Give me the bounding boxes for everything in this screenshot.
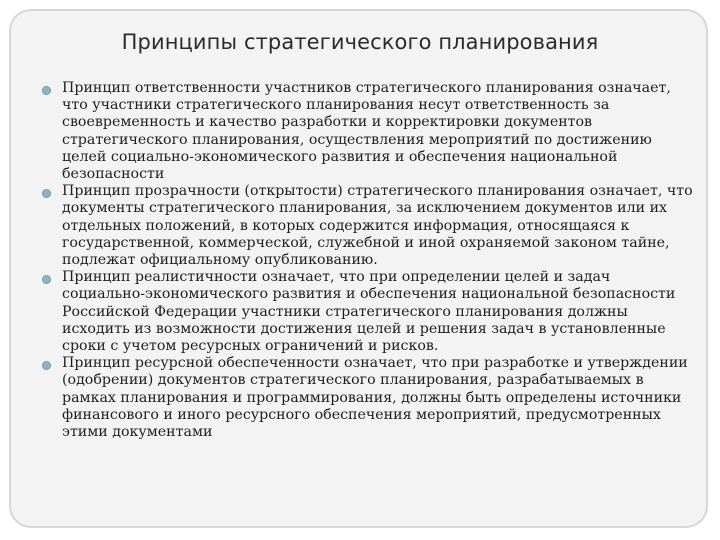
bullet-item-transparency (42, 183, 694, 269)
bullet-text-responsibility: Принцип ответственности участников стратегического планирования означает, что участники стратегического планирования несут ответственность за своевременность и качество разработки и корректировки документов стратегического планирования, осуществления мероприятий по достижению целей социально-экономического развития и обеспечения национальной безопасности (62, 80, 671, 183)
bullet-list (42, 80, 694, 441)
round-bullet-icon (42, 275, 51, 284)
round-bullet-icon (42, 86, 51, 95)
round-bullet-icon (42, 361, 51, 370)
bullet-text-transparency: Принцип прозрачности (открытости) стратегического планирования означает, что документы стратегического планирования, за исключением документов или их отдельных положений, в которых содержится информация, относящаяся к государственной, коммерческой, служебной и иной охраняемой законом тайне, подлежат официальному опубликованию. (62, 183, 693, 269)
bullet-item-resource-provision (42, 355, 694, 441)
bullet-item-responsibility (42, 80, 694, 183)
bullet-item-realism (42, 269, 694, 355)
bullet-text-realism: Принцип реалистичности означает, что при определении целей и задач социально-экономического развития и обеспечения национальной безопасности Российской Федерации участники стратегического планирования должны исходить из возможности достижения целей и решения задач в установленные сроки с учетом ресурсных ограничений и рисков. (62, 269, 676, 355)
slide-title: Принципы стратегического планирования (121, 30, 599, 54)
round-bullet-icon (42, 189, 51, 198)
bullet-text-resource-provision: Принцип ресурсной обеспеченности означает, что при разработке и утверждении (одобрении) документов стратегического планирования, разрабатываемых в рамках планирования и программирования, должны быть определены источники финансового и иного ресурсного обеспечения мероприятий, предусмотренных этими документами (62, 355, 688, 441)
